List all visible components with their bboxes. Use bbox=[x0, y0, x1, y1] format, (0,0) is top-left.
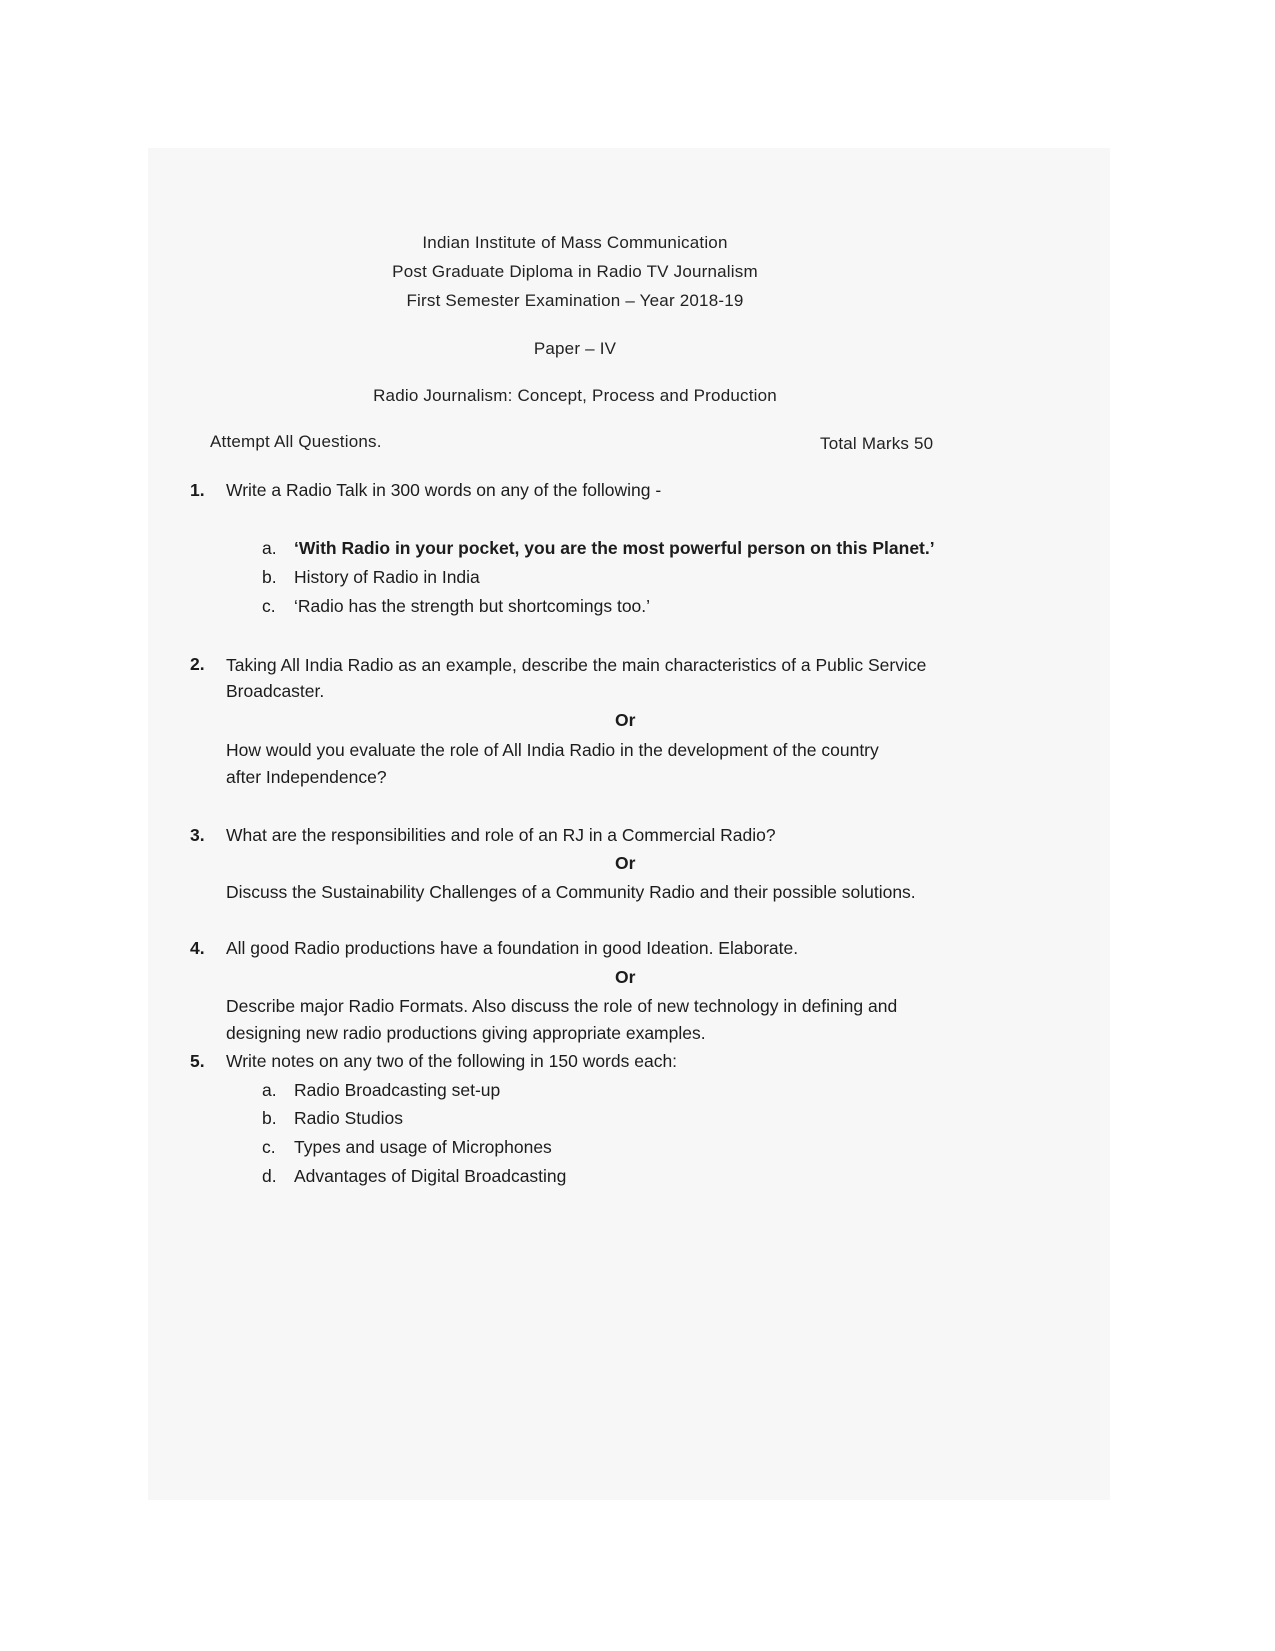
question-5-option-b-text: Radio Studios bbox=[294, 1108, 403, 1128]
course-name: Post Graduate Diploma in Radio TV Journalism bbox=[392, 262, 758, 281]
question-4-alt-line1: Describe major Radio Formats. Also discuss the role of new technology in defining and bbox=[226, 996, 898, 1016]
question-4-text: All good Radio productions have a foundation in good Ideation. Elaborate. bbox=[226, 938, 799, 958]
question-4-or: Or bbox=[615, 967, 636, 987]
paper-number: Paper – IV bbox=[533, 339, 617, 358]
question-5-option-d-text: Advantages of Digital Broadcasting bbox=[294, 1166, 567, 1186]
question-5-text: Write notes on any two of the following in 150 words each: bbox=[226, 1051, 678, 1071]
question-1-option-b-text: History of Radio in India bbox=[294, 567, 480, 587]
question-2-text-line2: Broadcaster. bbox=[226, 681, 325, 701]
question-1-option-a-text: ‘With Radio in your pocket, you are the most powerful person on this Planet.’ bbox=[294, 538, 935, 558]
instructions: Attempt All Questions. bbox=[210, 432, 382, 451]
subject-title: Radio Journalism: Concept, Process and Production bbox=[373, 386, 777, 405]
institute-name: Indian Institute of Mass Communication bbox=[422, 233, 728, 252]
question-3-text: What are the responsibilities and role of an RJ in a Commercial Radio? bbox=[226, 825, 776, 845]
question-5-option-a-letter: a. bbox=[262, 1080, 277, 1100]
question-3-number: 3. bbox=[190, 825, 205, 845]
question-1-option-b-letter: b. bbox=[262, 567, 277, 587]
question-2-text-line1: Taking All India Radio as an example, describe the main characteristics of a Public Service bbox=[226, 655, 927, 675]
exam-name: First Semester Examination – Year 2018-19 bbox=[406, 291, 744, 310]
question-5-option-c-text: Types and usage of Microphones bbox=[294, 1137, 552, 1157]
question-4-number: 4. bbox=[190, 938, 205, 958]
question-5-option-b-letter: b. bbox=[262, 1108, 277, 1128]
question-1-option-c-letter: c. bbox=[262, 596, 276, 616]
question-1-option-c-text: ‘Radio has the strength but shortcomings too.’ bbox=[294, 596, 651, 616]
question-1-text: Write a Radio Talk in 300 words on any of the following - bbox=[226, 480, 662, 500]
question-5-option-d-letter: d. bbox=[262, 1166, 277, 1186]
question-3-alt: Discuss the Sustainability Challenges of a Community Radio and their possible solutions. bbox=[226, 882, 916, 902]
question-2-alt-line1: How would you evaluate the role of All India Radio in the development of the country bbox=[226, 740, 879, 760]
total-marks: Total Marks 50 bbox=[820, 434, 934, 453]
question-3-or: Or bbox=[615, 853, 636, 873]
question-1-number: 1. bbox=[190, 480, 205, 500]
question-2-alt-line2: after Independence? bbox=[226, 767, 387, 787]
question-2-or: Or bbox=[615, 710, 636, 730]
question-2-number: 2. bbox=[190, 654, 205, 674]
question-1-option-a-letter: a. bbox=[262, 538, 277, 558]
question-4-alt-line2: designing new radio productions giving appropriate examples. bbox=[226, 1023, 706, 1043]
question-5-number: 5. bbox=[190, 1051, 205, 1071]
question-5-option-a-text: Radio Broadcasting set-up bbox=[294, 1080, 501, 1100]
question-5-option-c-letter: c. bbox=[262, 1137, 276, 1157]
